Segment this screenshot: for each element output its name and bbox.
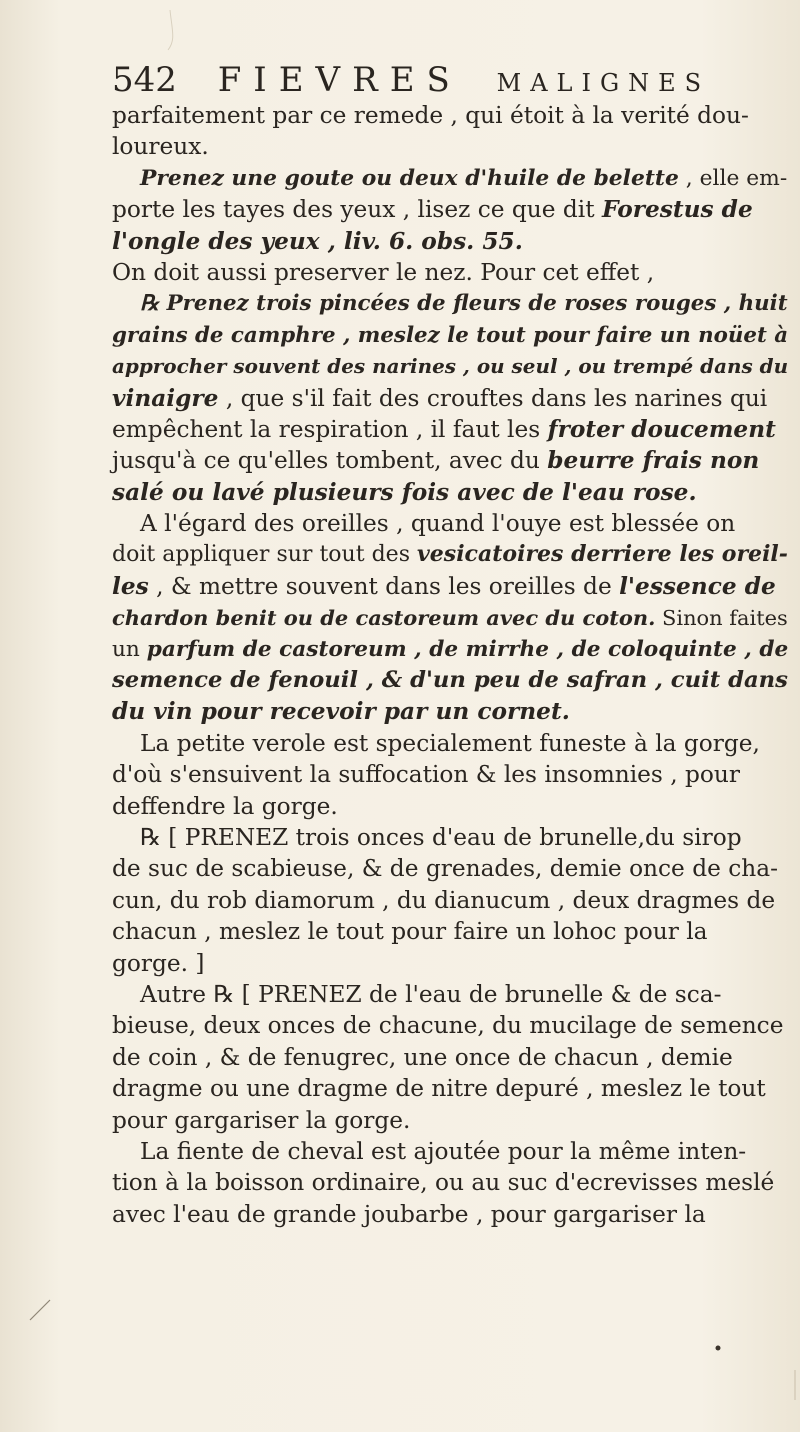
text-span: Sinon faites xyxy=(655,606,788,631)
text-span: Autre ℞ [ PRENEZ de l'eau de brunelle & de sca- xyxy=(140,980,722,1008)
text-line xyxy=(112,853,792,884)
italic-text-span: les xyxy=(112,572,149,600)
text-line xyxy=(112,634,792,665)
text-line xyxy=(112,445,792,476)
text-line xyxy=(112,131,792,162)
text-span: cun, du rob diamorum , du dianucum , deux dragmes de xyxy=(112,886,776,914)
text-line xyxy=(112,539,792,570)
text-span: ℞ [ PRENEZ trois onces d'eau de brunelle,du sirop xyxy=(140,823,742,851)
text-span: un xyxy=(112,636,147,662)
text-span: On doit aussi preserver le nez. Pour cet effet , xyxy=(112,258,655,286)
text-line xyxy=(112,1167,792,1198)
text-span: d'où s'ensuivent la suffocation & les insomnies , pour xyxy=(112,761,740,789)
text-line xyxy=(112,1042,792,1073)
text-line xyxy=(112,100,792,131)
italic-text-span: l'essence de xyxy=(619,572,776,600)
text-line xyxy=(112,571,792,602)
text-span: La fiente de cheval est ajoutée pour la même inten- xyxy=(140,1137,747,1165)
text-line xyxy=(112,351,792,382)
text-span: , elle em- xyxy=(678,165,788,191)
text-line xyxy=(112,759,792,790)
italic-text-span: vesicatoires derriere les oreil- xyxy=(417,541,788,568)
text-span: , & mettre souvent dans les oreilles de xyxy=(148,572,620,600)
text-line xyxy=(112,665,792,696)
text-span: dragme ou une dragme de nitre depuré , meslez le tout xyxy=(112,1075,766,1103)
text-span: parfaitement par ce remede , qui étoit à la verité dou- xyxy=(112,102,749,129)
text-span: de suc de scabieuse, & de grenades, demie once de cha- xyxy=(112,855,778,883)
text-span: loureux. xyxy=(112,133,209,161)
text-span: empêchent la respiration , il faut les xyxy=(112,415,548,443)
text-line xyxy=(112,822,792,853)
text-span: , que s'il fait des crouftes dans les narines qui xyxy=(218,384,768,412)
italic-text-span: l'ongle des yeux , liv. 6. obs. 55. xyxy=(112,227,523,255)
text-span: doit appliquer sur tout des xyxy=(112,542,417,568)
text-line xyxy=(112,728,792,759)
text-line xyxy=(112,163,792,194)
text-line xyxy=(112,1199,792,1230)
italic-text-span: Forestus de xyxy=(601,196,753,224)
italic-text-span: froter doucement xyxy=(547,415,776,443)
text-span: de coin , & de fenugrec, une once de chacun , demie xyxy=(112,1043,733,1071)
body-text xyxy=(112,100,792,1230)
text-line xyxy=(112,320,792,351)
text-line xyxy=(112,979,792,1010)
italic-text-span: du vin pour recevoir par un cornet. xyxy=(112,698,570,726)
text-line xyxy=(112,916,792,947)
italic-text-span: vinaigre xyxy=(112,384,219,412)
text-span: pour gargariser la gorge. xyxy=(112,1106,411,1134)
italic-text-span: parfum de castoreum , de mirrhe , de coloquinte , de xyxy=(146,636,789,662)
text-line xyxy=(112,1105,792,1136)
text-line xyxy=(112,602,792,633)
text-span: chacun , meslez le tout pour faire un lohoc pour la xyxy=(112,918,708,946)
text-line xyxy=(112,948,792,979)
text-line xyxy=(112,508,792,539)
header-title-word-1: FIEVRES xyxy=(217,60,462,100)
italic-text-span: chardon benit ou de castoreum avec du coton. xyxy=(112,605,656,631)
text-line xyxy=(112,257,792,288)
italic-text-span: approcher souvent des narines , ou seul , ou trempé dans du xyxy=(112,354,789,379)
page-number: 542 xyxy=(112,60,177,100)
text-span: bieuse, deux onces de chacune, du mucilage de semence xyxy=(112,1012,784,1040)
italic-text-span: semence de fenouil , & d'un peu de safran , cuit dans xyxy=(112,667,788,694)
italic-text-span: salé ou lavé plusieurs fois avec de l'eau rose. xyxy=(112,478,697,506)
text-span: avec l'eau de grande joubarbe , pour gargariser la xyxy=(112,1200,706,1228)
italic-text-span: beurre frais non xyxy=(547,447,760,475)
text-line xyxy=(112,1073,792,1104)
text-line xyxy=(112,885,792,916)
text-span: La petite verole est specialement funeste à la gorge, xyxy=(140,729,760,757)
header-title-word-2: malignes xyxy=(496,60,711,100)
text-line xyxy=(112,414,792,445)
text-line xyxy=(112,194,792,225)
text-span: porte les tayes des yeux , lisez ce que dit xyxy=(112,196,602,224)
italic-text-span: grains de camphre , meslez le tout pour faire un noüet à xyxy=(112,322,789,348)
text-line xyxy=(112,696,792,727)
text-line xyxy=(112,791,792,822)
text-span: tion à la boisson ordinaire, ou au suc d'ecrevisses meslé xyxy=(112,1169,775,1197)
text-line xyxy=(112,1136,792,1167)
italic-text-span: Prenez une goute ou deux d'huile de belette xyxy=(140,165,679,191)
text-span: jusqu'à ce qu'elles tombent, avec du xyxy=(112,447,548,475)
text-line xyxy=(112,477,792,508)
text-line xyxy=(112,383,792,414)
text-line xyxy=(112,288,792,319)
italic-text-span: ℞ Prenez trois pincées de fleurs de roses rouges , huit xyxy=(140,291,788,317)
text-span: deffendre la gorge. xyxy=(112,792,338,820)
text-line xyxy=(112,1010,792,1041)
text-span: A l'égard des oreilles , quand l'ouye est blessée on xyxy=(140,510,736,538)
text-line xyxy=(112,226,792,257)
text-span: gorge. ] xyxy=(112,949,205,977)
